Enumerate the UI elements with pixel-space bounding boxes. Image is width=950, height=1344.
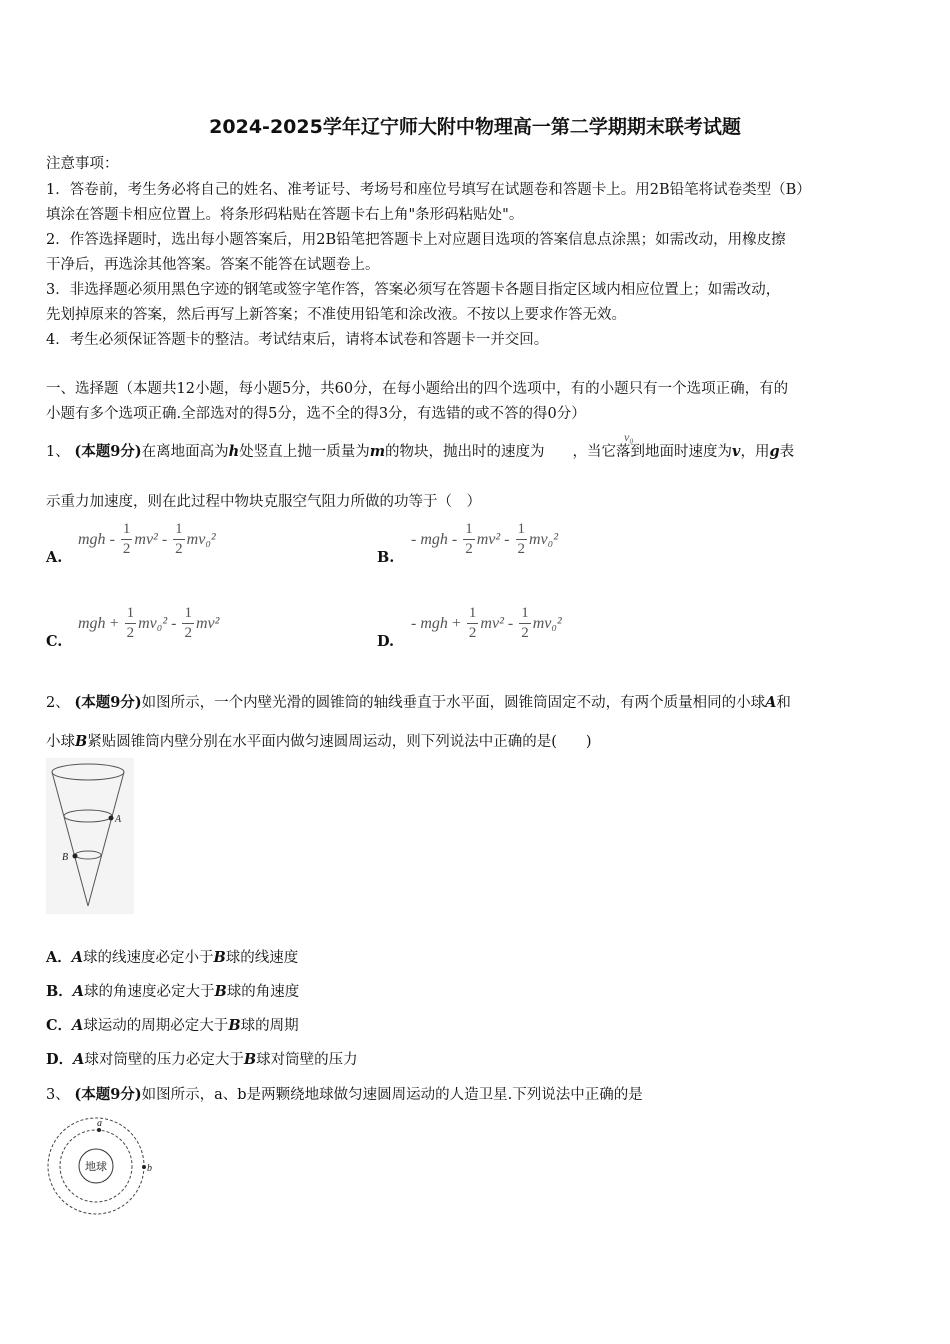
question-3-stem: [46, 1083, 643, 1104]
option-label: D．: [46, 1051, 74, 1068]
section-heading: 一、选择题（本题共12小题，每小题5分，共60分，在每小题给出的四个选项中，有的小题只有一个选项正确，有的: [46, 381, 789, 397]
question-score: (本题9分): [74, 443, 142, 460]
q2-option-c[interactable]: [46, 1014, 299, 1035]
operator: -: [411, 530, 417, 548]
term: mv²: [476, 530, 501, 548]
operator: -: [109, 530, 115, 548]
question-number: 1、: [46, 444, 75, 460]
var-B: B: [75, 733, 88, 750]
option-label[interactable]: D.: [377, 633, 395, 650]
question-1-stem: [46, 440, 794, 461]
page-title: 2024-2025学年辽宁师大附中物理高一第二学期期末联考试题: [209, 116, 741, 138]
q2-option-a[interactable]: [46, 946, 298, 967]
term: mv₀²: [186, 530, 216, 548]
fraction: [182, 606, 194, 641]
satellite-b-label: b: [147, 1163, 152, 1174]
operator: -: [507, 614, 514, 632]
fraction: [173, 522, 185, 557]
notice-line: 填涂在答题卡相应位置上。将条形码粘贴在答题卡右上角"条形码粘贴处"。: [46, 207, 524, 223]
var: A: [72, 983, 85, 1000]
frac-num: 1: [516, 522, 528, 540]
frac-den: 2: [468, 625, 477, 641]
fraction: [516, 522, 528, 557]
option-b-formula: [407, 522, 558, 557]
frac-num: 1: [182, 606, 194, 624]
operator: -: [451, 530, 458, 548]
term: mgh: [420, 614, 448, 632]
fraction: [121, 522, 133, 557]
option-label: C．: [46, 1017, 73, 1034]
operator: -: [504, 530, 510, 548]
term: mgh: [78, 614, 106, 632]
section-heading-cont: 小题有多个选项正确.全部选对的得5分，选不全的得3分，有选错的或不答的得0分）: [46, 406, 586, 422]
notice-line: 干净后，再选涂其他答案。答案不能答在试题卷上。: [46, 257, 380, 273]
option-text: 球的周期: [240, 1018, 299, 1034]
stem-text: 在离地面高为: [141, 444, 229, 460]
stem-text: 的物块，抛出时的速度为: [385, 444, 545, 460]
frac-den: 2: [517, 541, 525, 557]
question-2-stem-cont: [46, 730, 592, 751]
option-d-formula: [407, 606, 562, 641]
operator: +: [109, 614, 119, 632]
option-text: 球对筒壁的压力必定大于: [84, 1052, 244, 1068]
option-c-formula: [78, 606, 219, 641]
term: mgh: [78, 530, 106, 548]
frac-num: 1: [125, 606, 137, 624]
satellite-b: [142, 1165, 146, 1169]
question-2-stem: [46, 691, 791, 712]
notice-heading: 注意事项：: [46, 156, 119, 172]
question-score: (本题9分): [74, 694, 142, 711]
frac-den: 2: [465, 541, 473, 557]
stem-text: 处竖直上抛一质量为: [239, 444, 370, 460]
figure-background: [46, 758, 134, 914]
frac-num: 1: [173, 522, 185, 540]
notice-line: 1．答卷前，考生务必将自己的姓名、准考证号、考场号和座位号填写在试题卷和答题卡上。用2B铅笔将试卷类型（B）: [46, 182, 811, 198]
var: B: [214, 983, 227, 1000]
frac-num: 1: [463, 522, 475, 540]
satellite-a-label: a: [97, 1118, 102, 1129]
cone-figure: [46, 758, 134, 914]
satellite-orbit-figure: [44, 1116, 156, 1216]
stem-text: ，当它落到地面时速度为: [572, 444, 733, 460]
term: mv₀²: [138, 614, 168, 632]
operator: -: [171, 614, 177, 632]
earth-label: 地球: [85, 1160, 107, 1173]
ball-b: [73, 854, 78, 859]
frac-den: 2: [184, 625, 192, 641]
stem-text: 如图所示，一个内壁光滑的圆锥筒的轴线垂直于水平面，圆锥筒固定不动，有两个质量相同的小球: [141, 695, 766, 711]
var-h: h: [228, 443, 240, 460]
question-score: (本题9分): [74, 1086, 142, 1103]
term: mv²: [195, 614, 220, 632]
frac-den: 2: [175, 541, 183, 557]
var-A: A: [765, 694, 777, 711]
var-g: g: [769, 443, 780, 460]
ball-b-label: B: [62, 852, 69, 863]
term: mv₀²: [532, 614, 562, 632]
option-label[interactable]: B.: [377, 549, 395, 566]
notice-line: 2．作答选择题时，选出每小题答案后，用2B铅笔把答题卡上对应题目选项的答案信息点涂黑；如需改动，用橡皮擦: [46, 232, 786, 248]
option-text: 球的角速度: [226, 984, 300, 1000]
frac-num: 1: [121, 522, 133, 540]
stem-text: 如图所示，a、b是两颗绕地球做匀速圆周运动的人造卫星.下列说法中正确的是: [141, 1087, 643, 1103]
option-label[interactable]: C.: [46, 633, 63, 650]
option-label[interactable]: A.: [46, 549, 63, 566]
question-number: 2、: [46, 695, 75, 711]
option-text: 球运动的周期必定大于: [83, 1018, 229, 1034]
notice-line: 先划掉原来的答案，然后再写上新答案；不准使用铅笔和涂改液。不按以上要求作答无效。: [46, 307, 626, 323]
fraction: [519, 606, 531, 641]
stem-text: ，用: [740, 444, 770, 460]
stem-text: 表: [779, 444, 795, 460]
option-text: 球的角速度必定大于: [84, 984, 215, 1000]
var: B: [213, 949, 226, 966]
var-m: m: [369, 443, 386, 460]
operator: -: [411, 614, 417, 632]
var-v: v: [732, 443, 741, 460]
term: mgh: [420, 530, 448, 548]
stem-text: 小球: [46, 734, 75, 750]
option-text: 球的线速度: [225, 950, 299, 966]
stem-text: 和: [776, 695, 791, 711]
var: B: [243, 1051, 257, 1068]
option-label: B．: [46, 983, 73, 1000]
frac-num: 1: [467, 606, 479, 624]
frac-num: 1: [519, 606, 531, 624]
question-1-stem-cont: 示重力加速度，则在此过程中物块克服空气阻力所做的功等于（ ）: [46, 494, 481, 510]
option-label: A．: [46, 949, 72, 966]
q2-option-b[interactable]: [46, 980, 299, 1001]
ball-a-label: A: [115, 814, 122, 825]
frac-den: 2: [521, 625, 529, 641]
option-text: 球对筒壁的压力: [256, 1052, 358, 1068]
question-number: 3、: [46, 1087, 75, 1103]
option-a-formula: [78, 522, 216, 557]
var: B: [228, 1017, 241, 1034]
ball-a: [109, 816, 114, 821]
frac-den: 2: [122, 541, 131, 557]
term: mv²: [134, 530, 158, 548]
fraction: [463, 522, 475, 557]
term: mv²: [480, 614, 504, 632]
fraction: [125, 606, 137, 641]
q2-option-d[interactable]: [46, 1048, 358, 1069]
notice-line: 4．考生必须保证答题卡的整洁。考试结束后，请将本试卷和答题卡一并交回。: [46, 332, 549, 348]
term: mv₀²: [529, 530, 559, 548]
operator: +: [451, 614, 461, 632]
var: A: [73, 1051, 85, 1068]
var: A: [72, 1017, 84, 1034]
option-text: 球的线速度必定小于: [83, 950, 214, 966]
operator: -: [161, 530, 168, 548]
notice-line: 3．非选择题必须用黑色字迹的钢笔或签字笔作答，答案必须写在答题卡各题目指定区域内相应位置上；如需改动，: [46, 282, 781, 298]
frac-den: 2: [126, 625, 135, 641]
stem-text: 紧贴圆锥筒内壁分别在水平面内做匀速圆周运动，则下列说法中正确的是( ): [87, 734, 592, 750]
v0-symbol: v₀: [624, 430, 634, 444]
var: A: [71, 949, 84, 966]
fraction: [467, 606, 479, 641]
